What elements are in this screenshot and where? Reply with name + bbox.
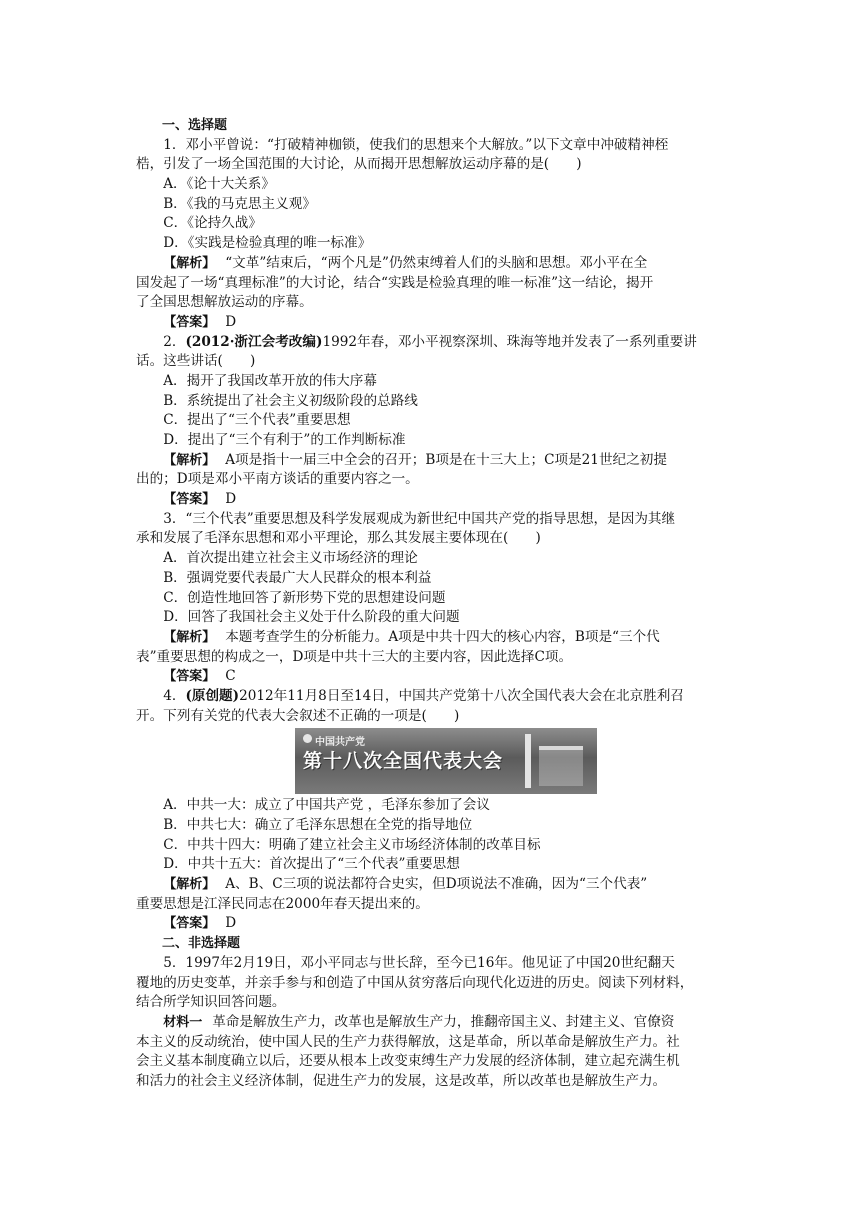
analysis-label: 【解析】 [163,452,216,468]
q4-source: (原创题) [185,687,240,704]
q4-option-c: C．中共十四大：明确了建立社会主义市场经济体制的改革目标 [163,836,541,853]
q1-stem-line2: 梏，引发了一场全国范围的大讨论，从而揭开思想解放运动序幕的是( ) [136,156,582,173]
q2-stem-line2: 话。这些讲话( ) [136,353,256,370]
q3-stem-line1: 3．“三个代表”重要思想及科学发展观成为新世纪中国共产党的指导思想，是因为其继 [163,510,676,527]
q1-option-d: D．《实践是检验真理的唯一标准》 [163,235,372,252]
q5-stem-line3: 结合所学知识回答问题。 [136,994,286,1011]
q4-answer: 【答案】 D [163,915,237,932]
q5-material1-line4: 和活力的社会主义经济体制，促进生产力的发展，这是改革，所以改革也是解放生产力。 [136,1072,667,1089]
party-emblem-icon [303,734,312,743]
q2-analysis-line1: 【解析】 A项是指十一届三中全会的召开；B项是在十三大上；C项是21世纪之初提 [163,451,667,468]
q2-answer: 【答案】 D [163,491,237,508]
q4-option-a: A．中共一大：成立了中国共产党 ，毛泽东参加了会议 [163,797,490,814]
q1-answer: 【答案】 D [163,313,237,330]
q3-answer: 【答案】 C [163,668,236,685]
q5-material1-line1: 材料一 革命是解放生产力，改革也是解放生产力，推翻帝国主义、封建主义、官僚资 [163,1013,675,1030]
huabiao-column-icon [525,734,531,788]
answer-label: 【答案】 [163,492,216,508]
q2-source: (2012·浙江会考改编) [185,333,323,350]
banner-subtitle: 中国共产党 [315,737,365,749]
q4-option-b: B．中共七大：确立了毛泽东思想在全党的指导地位 [163,817,473,833]
q2-option-c: C．提出了“三个代表”重要思想 [163,412,351,429]
q3-option-b: B．强调党要代表最广大人民群众的根本利益 [163,569,432,586]
q4-stem-line2: 开。下列有关党的代表大会叙述不正确的一项是( ) [136,707,460,724]
analysis-label: 【解析】 [163,255,216,271]
q1-option-b: B．《我的马克思主义观》 [163,195,316,212]
q1-analysis-line3: 了全国思想解放运动的序幕。 [136,294,313,311]
q4-option-d: D．中共十五大：首次提出了“三个代表”重要思想 [163,856,460,873]
q3-analysis-line2: 表”重要思想的构成之一，D项是中共十三大的主要内容，因此选择C项。 [136,648,573,665]
material-label: 材料一 [163,1014,203,1030]
analysis-label: 【解析】 [163,877,216,893]
q2-option-b: B．系统提出了社会主义初级阶段的总路线 [163,392,418,409]
answer-label: 【答案】 [163,314,216,330]
analysis-label: 【解析】 [163,629,216,645]
q4-analysis-line1: 【解析】 A、B、C三项的说法都符合史实，但D项说法不准确，因为“三个代表” [163,876,648,893]
q4-stem-line1: 4．(原创题)2012年11月8日至14日，中国共产党第十八次全国代表大会在北京胜利召 [163,687,684,704]
q2-stem-line1: 2．(2012·浙江会考改编)1992年春，邓小平视察深圳、珠海等地并发表了一系列重要讲 [163,333,697,350]
q3-analysis-line1: 【解析】 本题考查学生的分析能力。A项是中共十四大的核心内容，B项是“三个代 [163,628,660,645]
answer-label: 【答案】 [163,669,216,685]
q2-option-d: D．提出了“三个有利于”的工作判断标准 [163,432,406,448]
section-heading-choice: 一、选择题 [162,118,228,133]
q5-material1-line2: 本主义的反动统治，使中国人民的生产力获得解放，这是革命，所以革命是解放生产力。社 [136,1033,680,1050]
q5-material1-line3: 会主义基本制度确立以后，还要从根本上改变束缚生产力发展的经济体制，建立起充满生机 [136,1053,680,1070]
q3-stem-line2: 承和发展了毛泽东思想和邓小平理论，那么其发展主要体现在( ) [136,530,541,547]
q4-analysis-line2: 重要思想是江泽民同志在2000年春天提出来的。 [136,895,429,912]
tiananmen-gate-icon [539,746,583,786]
banner-title: 第十八次全国代表大会 [303,750,504,773]
q1-stem-line1: 1．邓小平曾说：“打破精神枷锁，使我们的思想来个大解放。”以下文章中冲破精神桎 [163,136,669,153]
section-heading-nonchoice: 二、非选择题 [162,936,241,952]
q2-analysis-line2: 出的；D项是邓小平南方谈话的重要内容之一。 [136,471,419,488]
q3-option-a: A．首次提出建立社会主义市场经济的理论 [163,550,418,567]
q3-option-c: C．创造性地回答了新形势下党的思想建设问题 [163,589,446,606]
q5-stem-line2: 覆地的历史变革，并亲手参与和创造了中国从贫穷落后向现代化迈进的历史。阅读下列材料， [136,974,694,991]
q3-option-d: D．回答了我国社会主义处于什么阶段的重大问题 [163,609,460,626]
document-page [136,116,738,1092]
answer-label: 【答案】 [163,916,216,932]
q1-option-c: C．《论持久战》 [163,215,262,232]
q5-stem-line1: 5．1997年2月19日，邓小平同志与世长辞，至今已16年。他见证了中国20世纪翻天 [163,954,675,971]
q1-option-a: A．《论十大关系》 [163,176,275,193]
q1-analysis-line1: 【解析】 “文革”结束后，“两个凡是”仍然束缚着人们的头脑和思想。邓小平在全 [163,254,648,271]
congress-banner-image [295,728,597,794]
q2-option-a: A．揭开了我国改革开放的伟大序幕 [163,372,377,389]
q1-analysis-line2: 国发起了一场“真理标准”的大讨论，结合“实践是检验真理的唯一标准”这一结论，揭开 [136,274,654,291]
